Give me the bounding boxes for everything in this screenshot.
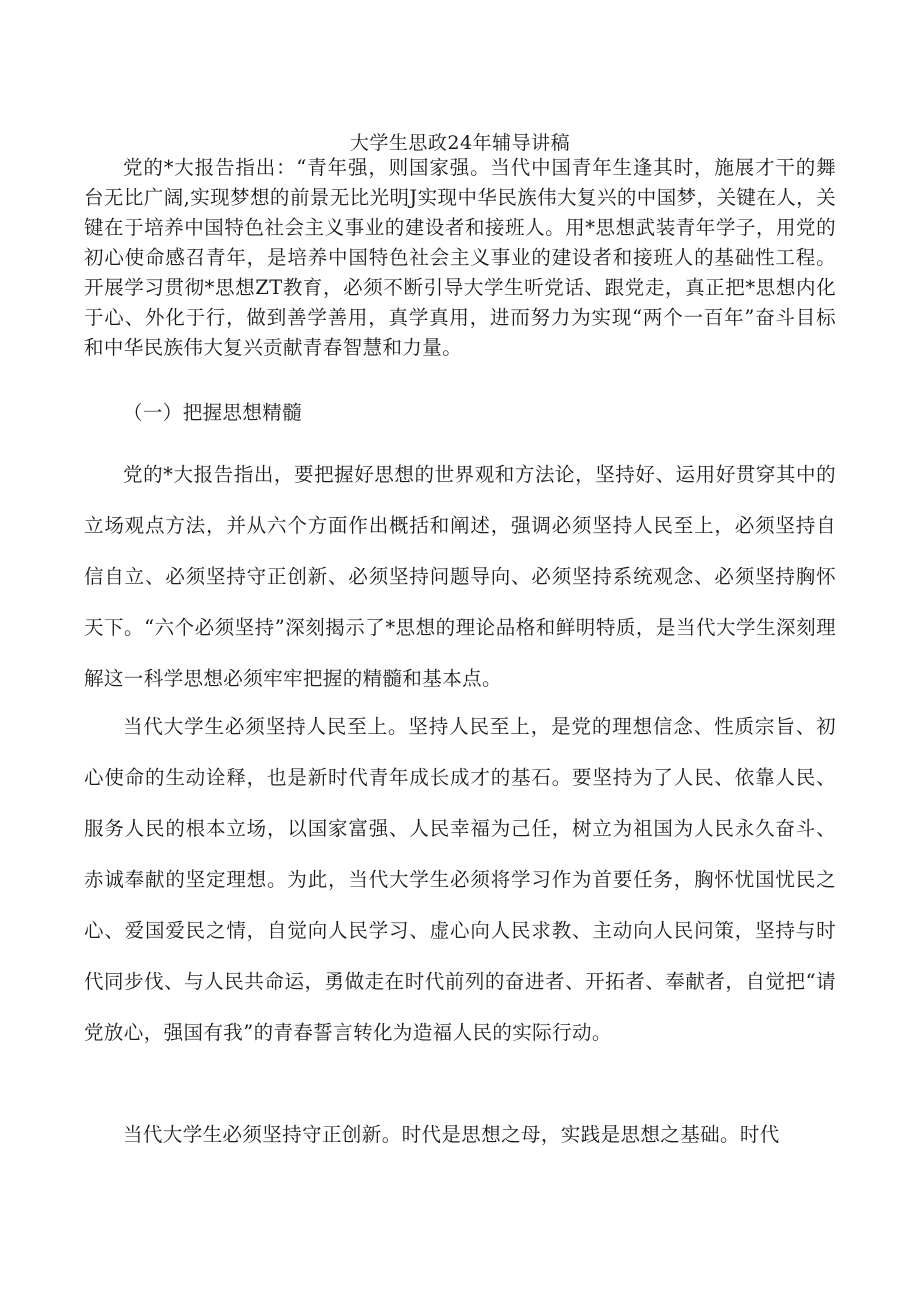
intro-paragraph: 党的*大报告指出：“青年强，则国家强。当代中国青年生逢其时，施展才干的舞台无比广阔,实现梦想的前景无比光明J实现中华民族伟大复兴的中国梦，关键在人，关键在于培养中国特色社会主义事业的建设者和接班人。用*思想武装青年学子，用党的初心使命感召青年，是培养中国特色社会主义事业的建设者和接班人的基础性工程。开展学习贯彻*思想ZT教育，必须不断引导大学生听党话、跟党走，真正把*思想内化于心、外化于行，做到善学善用，真学真用，进而努力为实现“两个一百年”奋斗目标和中华民族伟大复兴贡献青春智慧和力量。 [84, 156, 836, 359]
body-paragraph: 当代大学生必须坚持守正创新。时代是思想之母，实践是思想之基础。时代 [123, 1123, 780, 1146]
document-title: 大学生思政24年辅导讲稿 [349, 132, 571, 154]
body-paragraph: 当代大学生必须坚持人民至上。坚持人民至上，是党的理想信念、性质宗旨、初心使命的生动诠释，也是新时代青年成长成才的基石。要坚持为了人民、依靠人民、服务人民的根本立场，以国家富强、人民幸福为己任，树立为祖国为人民永久奋斗、赤诚奉献的坚定理想。为此，当代大学生必须将学习作为首要任务，胸怀忧国忧民之心、爱国爱民之情，自觉向人民学习、虚心向人民求教、主动向人民问策，坚持与时代同步伐、与人民共命运，勇做走在时代前列的奋进者、开拓者、奉献者，自觉把“请党放心，强国有我”的青春誓言转化为造福人民的实际行动。 [84, 715, 836, 1044]
section-heading: （一）把握思想精髓 [123, 401, 303, 424]
body-paragraph: 党的*大报告指出，要把握好思想的世界观和方法论，坚持好、运用好贯穿其中的立场观点方法，并从六个方面作出概括和阐述，强调必须坚持人民至上，必须坚持自信自立、必须坚持守正创新、必须坚持问题导向、必须坚持系统观念、必须坚持胸怀天下。“六个必须坚持”深刻揭示了*思想的理论品格和鲜明特质，是当代大学生深刻理解这一科学思想必须牢牢把握的精髓和基本点。 [84, 463, 836, 690]
